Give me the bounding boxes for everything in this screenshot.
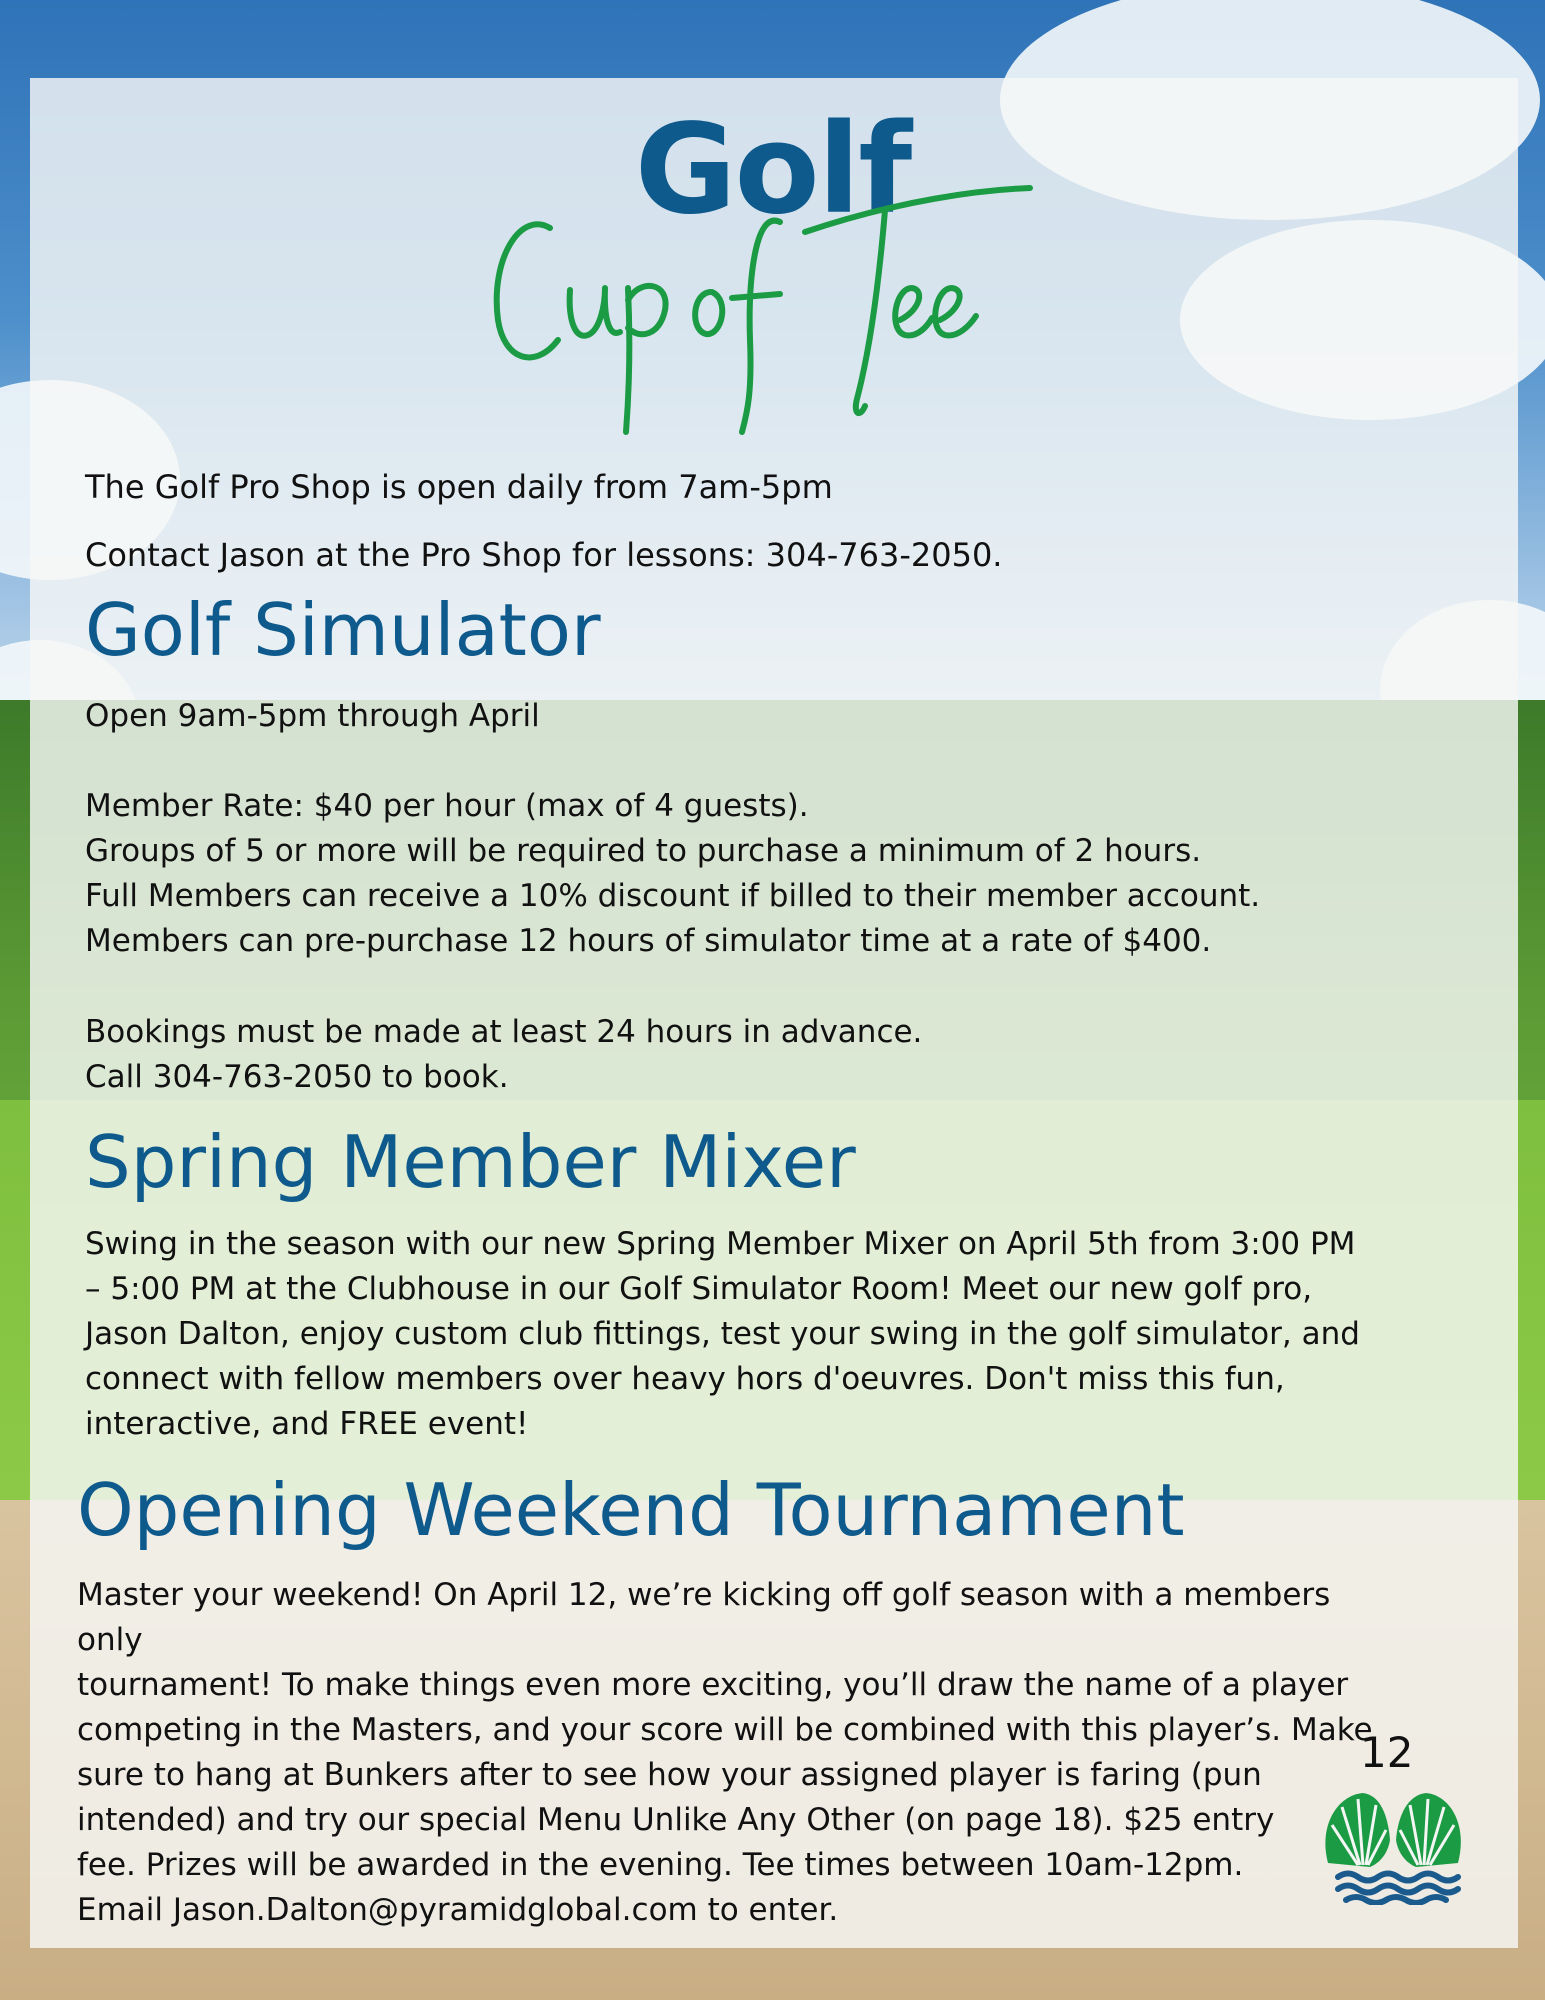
tournament-line: intended) and try our special Menu Unlike Any Other (on page 18). $25 entry (77, 1802, 1275, 1838)
resort-logo-icon (1318, 1785, 1468, 1905)
simulator-rate-line: Groups of 5 or more will be required to purchase a minimum of 2 hours. (85, 833, 1202, 869)
booking-line: Bookings must be made at least 24 hours in advance. (85, 1014, 923, 1050)
spring-mixer-text (85, 1222, 1465, 1447)
mixer-line: interactive, and FREE event! (85, 1406, 529, 1442)
simulator-rate-line: Members can pre-purchase 12 hours of simulator time at a rate of $400. (85, 923, 1212, 959)
simulator-rate-line: Member Rate: $40 per hour (max of 4 guests). (85, 788, 809, 824)
golf-simulator-heading: Golf Simulator (85, 588, 601, 672)
tournament-line: Email Jason.Dalton@pyramidglobal.com to enter. (77, 1892, 839, 1928)
script-title-cup-of-tee (480, 170, 1040, 440)
tournament-line: fee. Prizes will be awarded in the evening. Tee times between 10am-12pm. (77, 1847, 1244, 1883)
mixer-line: – 5:00 PM at the Clubhouse in our Golf Simulator Room! Meet our new golf pro, (85, 1271, 1313, 1307)
mixer-line: Jason Dalton, enjoy custom club fittings, test your swing in the golf simulator, and (85, 1316, 1360, 1352)
tournament-line: competing in the Masters, and your score will be combined with this player’s. Make (77, 1712, 1373, 1748)
mixer-line: Swing in the season with our new Spring Member Mixer on April 5th from 3:00 PM (85, 1226, 1356, 1262)
booking-line: Call 304-763-2050 to book. (85, 1059, 509, 1095)
mixer-line: connect with fellow members over heavy hors d'oeuvres. Don't miss this fun, (85, 1361, 1285, 1397)
page-title: Golf (634, 98, 911, 242)
pro-shop-hours: The Golf Pro Shop is open daily from 7am-5pm (85, 468, 833, 506)
tournament-line: tournament! To make things even more exciting, you’ll draw the name of a player (77, 1667, 1349, 1703)
tournament-line: sure to hang at Bunkers after to see how your assigned player is faring (pun (77, 1757, 1262, 1793)
spring-mixer-heading: Spring Member Mixer (85, 1120, 856, 1204)
simulator-hours: Open 9am-5pm through April (85, 698, 540, 734)
tournament-text (77, 1573, 1377, 1933)
simulator-rate-line: Full Members can receive a 10% discount if billed to their member account. (85, 878, 1261, 914)
tournament-line: Master your weekend! On April 12, we’re kicking off golf season with a members only (77, 1577, 1331, 1658)
pro-shop-contact: Contact Jason at the Pro Shop for lessons: 304-763-2050. (85, 536, 1003, 574)
simulator-booking (85, 1010, 1465, 1100)
tournament-heading: Opening Weekend Tournament (77, 1468, 1185, 1552)
page-number: 12 (1360, 1728, 1414, 1777)
simulator-rates (85, 784, 1465, 964)
